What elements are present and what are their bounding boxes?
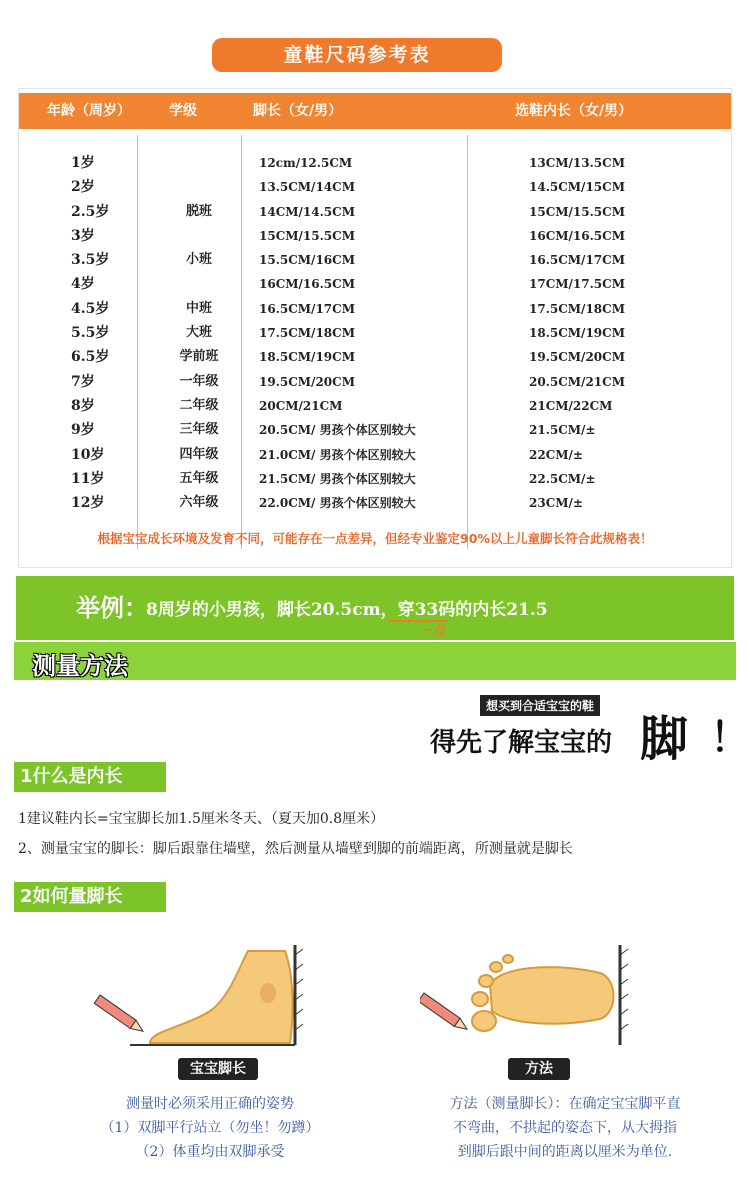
age-cell: 2岁: [71, 179, 95, 196]
age-cell: 10岁: [71, 446, 105, 463]
inner-length-cell: 16CM/16.5CM: [529, 228, 625, 243]
table-row: [19, 370, 731, 394]
illus-right-tag: 方法: [508, 1058, 570, 1080]
header-age: 年龄（周岁）: [47, 103, 131, 119]
size-table: [18, 88, 732, 568]
foot-length-cell: 13.5CM/14CM: [259, 180, 355, 195]
grade-cell: 学前班: [179, 349, 219, 365]
grade-cell: 四年级: [179, 446, 219, 462]
grade-cell: 二年级: [179, 397, 219, 413]
table-row: [19, 467, 731, 491]
inner-length-cell: 18.5CM/19CM: [529, 326, 625, 341]
age-cell: 4岁: [71, 276, 95, 293]
illus-left-tag: 宝宝脚长: [178, 1058, 258, 1080]
grade-cell: 小班: [185, 252, 212, 268]
caption-line: （1）双脚平行站立（勿坐！勿蹲）: [100, 1120, 320, 1136]
inner-length-cell: 15CM/15.5CM: [529, 204, 625, 219]
foot-length-cell: 14CM/14.5CM: [259, 204, 355, 219]
table-row: [19, 443, 731, 467]
table-row: [19, 272, 731, 296]
header-foot-length: 脚长（女/男）: [253, 103, 343, 119]
slogan-foot: 脚: [640, 711, 689, 767]
inner-length-cell: 22.5CM/±: [529, 471, 596, 486]
foot-length-cell: 15.5CM/16CM: [259, 253, 355, 268]
table-note: 根据宝宝成长环境及发育不同，可能存在一点差异，但经专业鉴定90%以上儿童脚长符合此规格表！: [97, 531, 653, 546]
slogan-bang: ！: [710, 715, 750, 761]
table-title: 童鞋尺码参考表: [212, 38, 502, 72]
age-cell: 7岁: [71, 373, 95, 390]
age-cell: 3.5岁: [71, 252, 110, 269]
inner-length-cell: 16.5CM/17CM: [529, 253, 625, 268]
age-cell: 5.5岁: [71, 325, 110, 342]
foot-length-cell: 15CM/15.5CM: [259, 228, 355, 243]
age-cell: 4.5岁: [71, 300, 110, 317]
caption-line: 不弯曲，不拱起的姿态下，从大拇指: [453, 1120, 677, 1136]
foot-length-cell: 16.5CM/17CM: [259, 301, 355, 316]
foot-length-cell: 20CM/21CM: [259, 398, 343, 413]
age-cell: 9岁: [71, 422, 95, 439]
table-row: [19, 200, 731, 224]
table-row: [19, 345, 731, 369]
table-body: [19, 151, 731, 515]
illus-right-caption: [400, 1092, 730, 1164]
grade-cell: 五年级: [179, 470, 219, 486]
section1-label: 1什么是内长: [14, 762, 166, 792]
table-header: [19, 93, 731, 129]
inner-length-cell: 13CM/13.5CM: [529, 156, 625, 170]
inner-length-cell: 19.5CM/20CM: [529, 350, 625, 365]
table-row: [19, 151, 731, 175]
slogan-big: 得先了解宝宝的: [430, 728, 613, 758]
table-row: [19, 248, 731, 272]
foot-length-cell: 12cm/12.5CM: [259, 156, 353, 170]
caption-line: （2）体重均由双脚承受: [135, 1144, 285, 1160]
caption-line: 方法（测量脚长）：在确定宝宝脚平直: [449, 1096, 681, 1112]
table-row: [19, 224, 731, 248]
table-row: [19, 297, 731, 321]
inner-length-cell: 21CM/22CM: [529, 398, 613, 413]
table-row: [19, 394, 731, 418]
illus-left-caption: [60, 1092, 360, 1164]
grade-cell: 大班: [185, 325, 212, 341]
header-grade: 学级: [169, 103, 197, 119]
example-banner: [16, 576, 734, 640]
age-cell: 6.5岁: [71, 349, 110, 366]
grade-cell: 中班: [185, 300, 212, 316]
inner-length-cell: 23CM/±: [529, 496, 583, 511]
caption-line: 到脚后跟中间的距离以厘米为单位.: [457, 1144, 673, 1160]
inner-length-cell: 22CM/±: [529, 447, 583, 462]
example-text: 8周岁的小男孩，脚长20.5cm，穿33码的内长21.5: [146, 600, 548, 620]
age-cell: 3岁: [71, 227, 95, 244]
foot-length-cell: 22.0CM/ 男孩个体区别较大: [259, 496, 416, 511]
example-label: 举例：: [76, 594, 148, 622]
grade-cell: 三年级: [179, 422, 219, 438]
foot-length-cell: 16CM/16.5CM: [259, 277, 355, 292]
side-foot-illustration: [90, 935, 310, 1055]
foot-length-cell: 20.5CM/ 男孩个体区别较大: [259, 423, 416, 438]
foot-length-cell: 19.5CM/20CM: [259, 374, 355, 389]
inner-length-cell: 17.5CM/18CM: [529, 301, 625, 316]
caption-line: 测量时必须采用正确的姿势: [126, 1096, 294, 1112]
foot-length-cell: 21.5CM/ 男孩个体区别较大: [259, 471, 416, 486]
age-cell: 8岁: [71, 397, 95, 414]
age-cell: 1岁: [71, 155, 95, 171]
top-foot-illustration: [420, 935, 640, 1055]
section1-line: 1建议鞋内长=宝宝脚长加1.5厘米冬天、（夏天加0.8厘米）: [18, 811, 385, 827]
grade-cell: 脱班: [185, 203, 212, 219]
table-row: [19, 491, 731, 515]
foot-length-cell: 17.5CM/18CM: [259, 326, 355, 341]
section2-label: 2如何量脚长: [14, 882, 166, 912]
age-cell: 12岁: [71, 495, 105, 512]
inner-length-cell: 17CM/17.5CM: [529, 277, 625, 292]
grade-cell: 六年级: [179, 495, 219, 511]
table-row: [19, 418, 731, 442]
grade-cell: 一年级: [179, 373, 219, 389]
foot-length-cell: 21.0CM/ 男孩个体区别较大: [259, 447, 416, 462]
inner-length-cell: 21.5CM/±: [529, 423, 596, 438]
method-title: 测量方法: [32, 652, 128, 680]
example-mark: 一点: [420, 624, 447, 639]
inner-length-cell: 14.5CM/15CM: [529, 180, 625, 195]
age-cell: 2.5岁: [71, 203, 110, 220]
slogan-small: 想买到合适宝宝的鞋: [480, 695, 600, 716]
section1-line: 2、测量宝宝的脚长：脚后跟靠住墙壁，然后测量从墙壁到脚的前端距离，所测量就是脚长: [18, 841, 573, 857]
table-row: [19, 175, 731, 199]
foot-length-cell: 18.5CM/19CM: [259, 350, 355, 365]
age-cell: 11岁: [71, 470, 105, 487]
table-row: [19, 321, 731, 345]
method-banner: [14, 642, 736, 680]
inner-length-cell: 20.5CM/21CM: [529, 374, 625, 389]
header-inner-length: 选鞋内长（女/男）: [515, 103, 633, 119]
